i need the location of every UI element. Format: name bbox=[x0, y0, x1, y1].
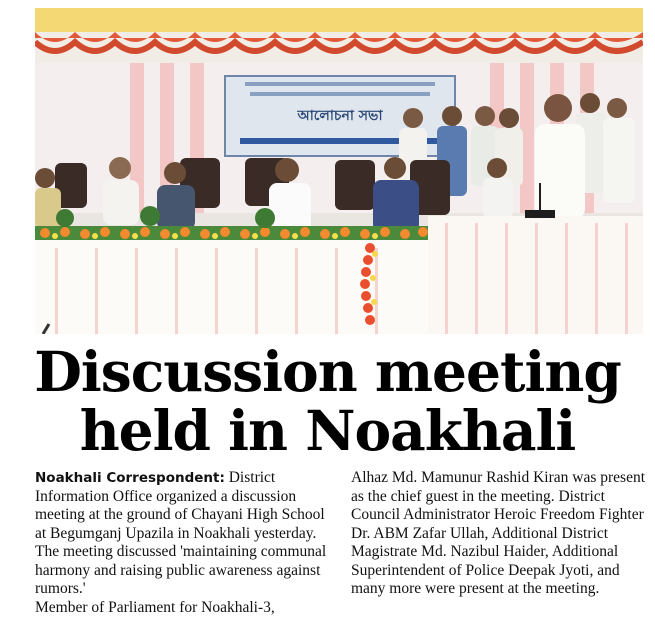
lead-paragraph bbox=[35, 469, 335, 543]
paragraph-2: The meeting discussed 'maintaining communal harmony and raising public awareness against rumors.' bbox=[35, 543, 327, 597]
article-column-left bbox=[35, 469, 335, 617]
paragraph-4: Alhaz Md. Mamunur Rashid Kiran was present as the chief guest in the meeting. District Council Administrator Heroic Freedom Fighter Dr. ABM Zafar Ullah, Additional District Magistrate Md. Nazibul Haider, Additional Superintendent of Police Deepak Jyoti, and many more were present at the meeting. bbox=[351, 469, 646, 597]
meeting-photo-illustration bbox=[35, 8, 643, 334]
byline: Noakhali Correspondent: bbox=[35, 470, 225, 486]
headline-line-1: Discussion meeting bbox=[34, 339, 621, 404]
article-column-right bbox=[351, 469, 651, 599]
headline bbox=[0, 339, 655, 463]
paragraph-3: Member of Parliament for Noakhali-3, bbox=[35, 598, 275, 616]
lead-text: District Information Office organized a discussion meeting at the ground of Chayani High School at Begumganj Upazila in Noakhali yesterday. bbox=[35, 469, 325, 542]
news-photo bbox=[35, 8, 643, 334]
headline-line-2: held in Noakhali bbox=[79, 398, 576, 463]
banner-text: আলোচনা সভা bbox=[297, 108, 383, 124]
